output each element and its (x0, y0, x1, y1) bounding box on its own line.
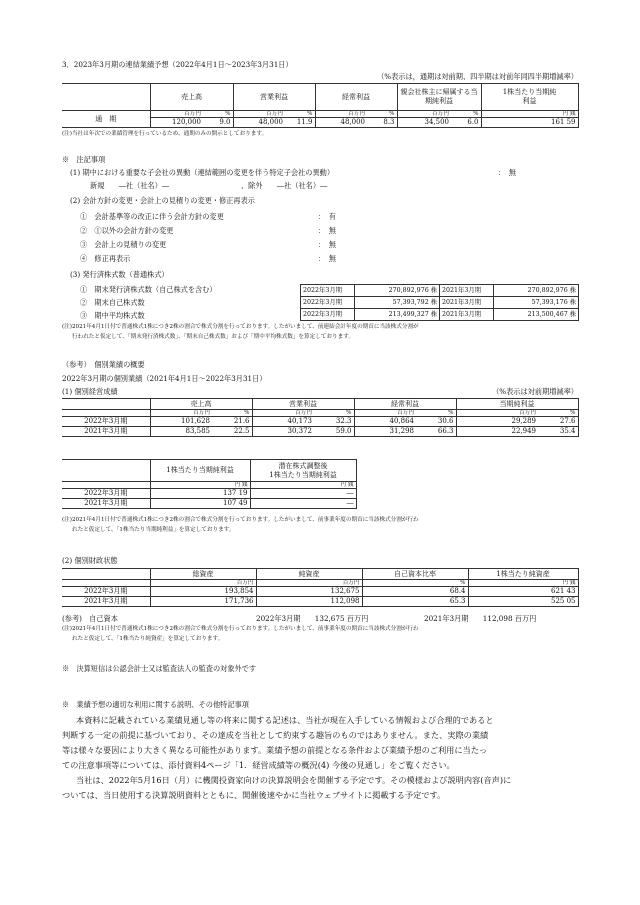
value: 68.4 (362, 587, 468, 597)
unit: 百万円 (233, 111, 285, 118)
value: 193,854 (150, 587, 256, 597)
item2-value: ： 無 (318, 226, 336, 235)
unit: 百万円 (397, 111, 451, 118)
period: 2022年3月期 (301, 297, 355, 309)
value: 112,098 (256, 597, 362, 607)
row-label: 2022年3月期 (62, 489, 150, 499)
unit: % (362, 580, 468, 587)
unit: 円 銭 (481, 111, 578, 118)
header-net-assets: 純資産 (256, 569, 362, 580)
unit: 百万円 (252, 410, 314, 417)
header-total-assets: 総資産 (150, 569, 256, 580)
ref-sub2: (2) 個別財政状態 (62, 556, 118, 565)
value: 27.6 (538, 417, 578, 427)
item3-note: 行われたと仮定して、「期末発行済株式数」、「期末自己株式数」および「期中平均株式数」を算定しております。 (72, 334, 354, 340)
header-op-profit: 営業利益 (252, 399, 354, 410)
period: 2021年3月期 (440, 285, 494, 297)
unit: % (203, 111, 233, 118)
value: 66.3 (416, 427, 456, 437)
item2-value: ： 有 (318, 212, 336, 221)
item2-value: ： 無 (318, 254, 336, 263)
notes-item2: (2) 会計方針の変更・会計上の見積りの変更・修正再表示 (70, 196, 255, 205)
section3-title: 3．2023年3月期の連結業績予想（2022年4月1日～2023年3月31日） (62, 60, 293, 69)
eps-table (62, 459, 357, 509)
financial-position-table (62, 568, 579, 607)
ref-sub1: (1) 個別経営成績 (62, 387, 118, 396)
period: 2022年3月期 (301, 309, 355, 321)
section3-footnote: (注)当社は年次での業績管理を行っているため、通期のみの開示としております。 (62, 131, 268, 137)
equity-2022: 2022年3月期 132,675 百万円 (256, 614, 369, 623)
notes-title: ※ 注記事項 (62, 155, 106, 164)
unit: % (367, 111, 397, 118)
value: 34,500 (397, 118, 451, 128)
value: 132,675 (256, 587, 362, 597)
item2-row: ③ 会計上の見積りの変更 (80, 240, 167, 249)
header-eps: 1株当たり当期純利益 (481, 84, 578, 111)
unit: % (538, 410, 578, 417)
header-ord-profit: 経常利益 (354, 399, 456, 410)
value: 525 05 (468, 597, 578, 607)
value: ― (250, 499, 356, 509)
item3-label: ② 期末自己株式数 (80, 298, 145, 307)
fin-note: (注)2021年4月1日付で普通株式1株につき2株の割合で株式分割を行っております。したがいまして、前事業年度の期首に当該株式分割が行わ (62, 626, 419, 632)
period: 2021年3月期 (440, 309, 494, 321)
forecast-line: 当社は、2022年5月16日（月）に機関投資家向けの決算説明会を開催する予定です。その模様および説明内容(音声)に (76, 775, 512, 785)
unit: 百万円 (354, 410, 416, 417)
unit: 円 銭 (150, 482, 250, 489)
header-sales: 売上高 (150, 399, 252, 410)
notes-item3: (3) 発行済株式数（普通株式） (70, 270, 169, 279)
row-label: 2021年3月期 (62, 427, 150, 437)
unit: % (314, 410, 354, 417)
value: ― (250, 489, 356, 499)
row-label: 2021年3月期 (62, 597, 150, 607)
shares-value: 57,393,792 株 (355, 297, 440, 309)
header-net-income: 親会社株主に帰属する当期純利益 (397, 84, 481, 111)
item3-label: ③ 期中平均株式数 (80, 311, 145, 320)
unit: 百万円 (456, 410, 538, 417)
unit: % (451, 111, 481, 118)
nonconsolidated-results-table (62, 398, 579, 437)
header-net-income: 当期純利益 (456, 399, 578, 410)
unit: 円 銭 (468, 580, 578, 587)
item3-label: ① 期末発行済株式数（自己株式を含む） (80, 285, 217, 294)
unit: 百万円 (256, 580, 362, 587)
unit: 円 銭 (250, 482, 356, 489)
notes-item1-sub: 新規 ―社（社名）― 、除外 ―社（社名）― (90, 181, 328, 190)
row-label: 2022年3月期 (62, 587, 150, 597)
unit: % (416, 410, 456, 417)
shares-value: 213,499,327 株 (355, 309, 440, 321)
notes-item1: (1) 期中における重要な子会社の異動（連結範囲の変更を伴う特定子会社の異動） (70, 168, 335, 177)
value: 30,372 (252, 427, 314, 437)
item2-row: ① 会計基準等の改正に伴う会計方針の変更 (80, 212, 224, 221)
unit: % (285, 111, 315, 118)
fin-note: れたと仮定して、「1株当たり純資産」を算定しております。 (72, 636, 224, 642)
ref-title: （参考） 個別業績の概要 (62, 360, 145, 369)
header-bps: 1株当たり純資産 (468, 569, 578, 580)
item3-note: (注)2021年4月1日付で普通株式1株につき2株の割合で株式分割を行っております。したがいまして、前連結会計年度の期首に当該株式分割が (62, 324, 419, 330)
header-equity-ratio: 自己資本比率 (362, 569, 468, 580)
value: 22,949 (456, 427, 538, 437)
notes-item1-value: ： 無 (498, 168, 516, 177)
shares-table (300, 284, 579, 321)
value: 6.0 (451, 118, 481, 128)
value: 48,000 (233, 118, 285, 128)
unit: 百万円 (150, 410, 212, 417)
unit: 百万円 (150, 111, 203, 118)
value: 137 19 (150, 489, 250, 499)
unit: % (212, 410, 252, 417)
eps-note: (注)2021年4月1日付で普通株式1株につき2株の割合で株式分割を行っております。したがいまして、前事業年度の期首に当該株式分割が行わ (62, 517, 419, 523)
forecast-title: ※ 業績予想の適切な利用に関する説明、その他特記事項 (62, 700, 249, 709)
ref-sub1-note: （%表示は対前期増減率） (492, 387, 578, 396)
shares-value: 270,892,976 株 (355, 285, 440, 297)
value: 161 59 (481, 118, 578, 128)
header-eps: 1株当たり当期純利益 (150, 460, 250, 482)
audit-note: ※ 決算短信は公認会計士又は監査法人の監査の対象外です (62, 664, 257, 673)
forecast-table (62, 83, 579, 128)
section3-note: （%表示は，通期は対前期、四半期は対前年同四半期増減率） (377, 72, 578, 81)
item2-value: ： 無 (318, 240, 336, 249)
shares-value: 270,892,976 株 (494, 285, 579, 297)
value: 120,000 (150, 118, 203, 128)
ref-period: 2022年3月期の個別業績（2021年4月1日～2022年3月31日） (62, 374, 267, 383)
header-sales: 売上高 (150, 84, 233, 111)
forecast-line: 本資料に記載されている業績見通し等の将来に関する記述は、当社が現在入手している情報および合理的であると (76, 715, 494, 725)
value: 21.6 (212, 417, 252, 427)
forecast-line: 等は様々な要因により大きく異なる可能性があります。業績予想の前提となる条件および業績予想のご利用に当たっ (62, 745, 488, 755)
value: 107 49 (150, 499, 250, 509)
equity-label: (参考) 自己資本 (62, 614, 118, 623)
period: 2021年3月期 (440, 297, 494, 309)
value: 11.9 (285, 118, 315, 128)
value: 9.0 (203, 118, 233, 128)
header-ord-profit: 経常利益 (315, 84, 397, 111)
value: 32.3 (314, 417, 354, 427)
shares-value: 213,500,467 株 (494, 309, 579, 321)
value: 8.3 (367, 118, 397, 128)
value: 171,736 (150, 597, 256, 607)
value: 30.6 (416, 417, 456, 427)
item2-row: ② ①以外の会計方針の変更 (80, 226, 174, 235)
unit: 百万円 (150, 580, 256, 587)
shares-value: 57,393,176 株 (494, 297, 579, 309)
period: 2022年3月期 (301, 285, 355, 297)
value: 59.0 (314, 427, 354, 437)
value: 40,173 (252, 417, 314, 427)
row-label: 2021年3月期 (62, 499, 150, 509)
value: 22.5 (212, 427, 252, 437)
header-op-profit: 営業利益 (233, 84, 315, 111)
forecast-line: 判断する一定の前提に基づいており、その達成を当社として約束する趣旨のものではありません。また、実際の業績 (62, 730, 489, 740)
forecast-line: ついては、当日使用する決算説明資料とともに、開催後速やかに当社ウェブサイトに掲載する予定です。 (62, 790, 446, 800)
value: 40,864 (354, 417, 416, 427)
value: 65.3 (362, 597, 468, 607)
equity-2021: 2021年3月期 112,098 百万円 (424, 614, 537, 623)
item2-row: ④ 修正再表示 (80, 254, 131, 263)
value: 31,298 (354, 427, 416, 437)
value: 29,289 (456, 417, 538, 427)
forecast-line: ての注意事項等については、添付資料4ページ「1．経営成績等の概況(4) 今後の見通し」をご覧ください。 (62, 760, 455, 770)
value: 101,628 (150, 417, 212, 427)
value: 621 43 (468, 587, 578, 597)
eps-note: れたと仮定して、「1株当たり当期純利益」を算定しております。 (72, 527, 235, 533)
unit: 百万円 (315, 111, 367, 118)
row-label: 通 期 (62, 111, 150, 128)
header-diluted-eps: 潜在株式調整後 1株当たり当期純利益 (250, 460, 356, 482)
value: 35.4 (538, 427, 578, 437)
value: 83,585 (150, 427, 212, 437)
value: 48,000 (315, 118, 367, 128)
row-label: 2022年3月期 (62, 417, 150, 427)
